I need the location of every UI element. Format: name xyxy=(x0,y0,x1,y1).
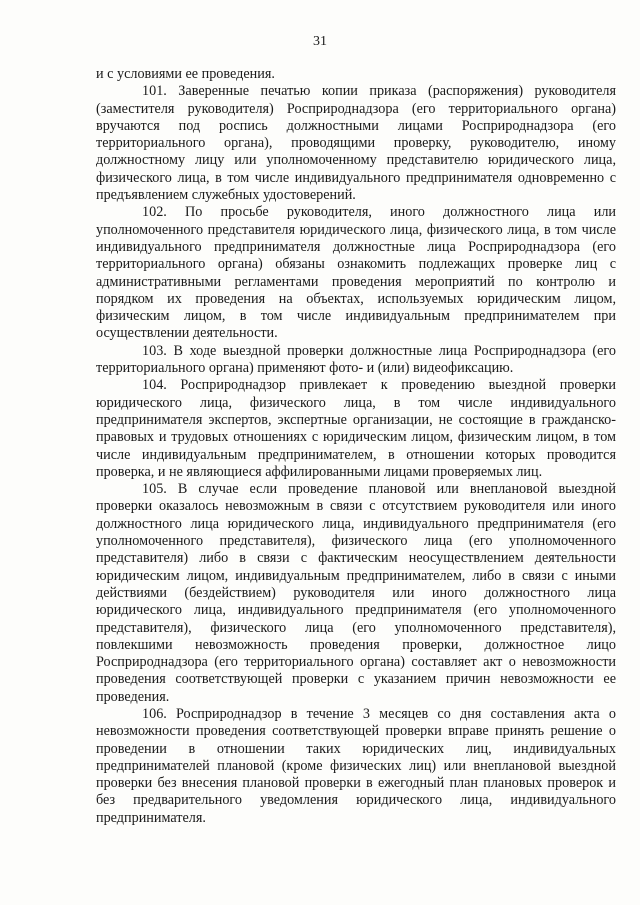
document-body xyxy=(96,66,616,827)
page-number: 31 xyxy=(313,34,327,49)
paragraph-continuation: и с условиями ее проведения. xyxy=(96,66,275,82)
paragraph-103: 103. В ходе выездной проверки должностные лица Росприроднадзора (его территориального органа) применяют фото- и (или) видеофиксацию. xyxy=(96,342,616,377)
paragraph-106: 106. Росприроднадзор в течение 3 месяцев со дня составления акта о невозможности проведения соответствующей проверки вправе принять решение о проведении в отношении таких юридических лиц, индивидуальных предпринимателей плановой (кроме физических лиц) или внеплановой выездной проверки без внесения плановой проверки в ежегодный план плановых проверок и без предварительного уведомления юридического лица, индивидуального предпринимателя. xyxy=(96,705,616,826)
paragraph-102: 102. По просьбе руководителя, иного должностного лица или уполномоченного представителя юридического лица, физического лица, в том числе индивидуального предпринимателя должностные лица Росприроднадзора (его территориального органа) обязаны ознакомить подлежащих проверке лиц с административными регламентами проведения мероприятий по контролю и порядком их проведения на объектах, используемых юридическим лицом, физическим лицом, в том числе индивидуальным предпринимателем при осуществлении деятельности. xyxy=(96,204,616,342)
paragraph-104: 104. Росприроднадзор привлекает к проведению выездной проверки юридического лица, физического лица, в том числе индивидуального предпринимателя экспертов, экспертные организации, не состоящие в гражданско-правовых и трудовых отношениях с юридическим лицом, физическим лицом, в том числе индивидуальным предпринимателем, в отношении которых проводится проверка, и не являющиеся аффилированными лицами проверяемых лиц. xyxy=(96,377,616,480)
paragraph-105: 105. В случае если проведение плановой или внеплановой выездной проверки оказалось невозможным в связи с отсутствием руководителя или иного должностного лица юридического лица, индивидуального предпринимателя (его уполномоченного представителя), физического лица (его уполномоченного представителя) либо в связи с фактическим неосуществлением деятельности юридическим лицом, индивидуальным предпринимателем, либо в связи с иными действиями (бездействием) руководителя или иного должностного лица юридического лица, индивидуального предпринимателя (его уполномоченного представителя), физического лица (его уполномоченного представителя), повлекшими невозможность проведения проверки, должностное лицо Росприроднадзора (его территориального органа) составляет акт о невозможности проведения соответствующей проверки с указанием причин невозможности ее проведения. xyxy=(96,481,616,705)
paragraph-101: 101. Заверенные печатью копии приказа (распоряжения) руководителя (заместителя руководителя) Росприроднадзора (его территориального органа) вручаются под роспись должностными лицами Росприроднадзора (его территориального органа), проводящими проверку, руководителю, иному должностному лицу или уполномоченному представителю юридического лица, физического лица, в том числе индивидуального предпринимателя одновременно с предъявлением служебных удостоверений. xyxy=(96,83,616,204)
